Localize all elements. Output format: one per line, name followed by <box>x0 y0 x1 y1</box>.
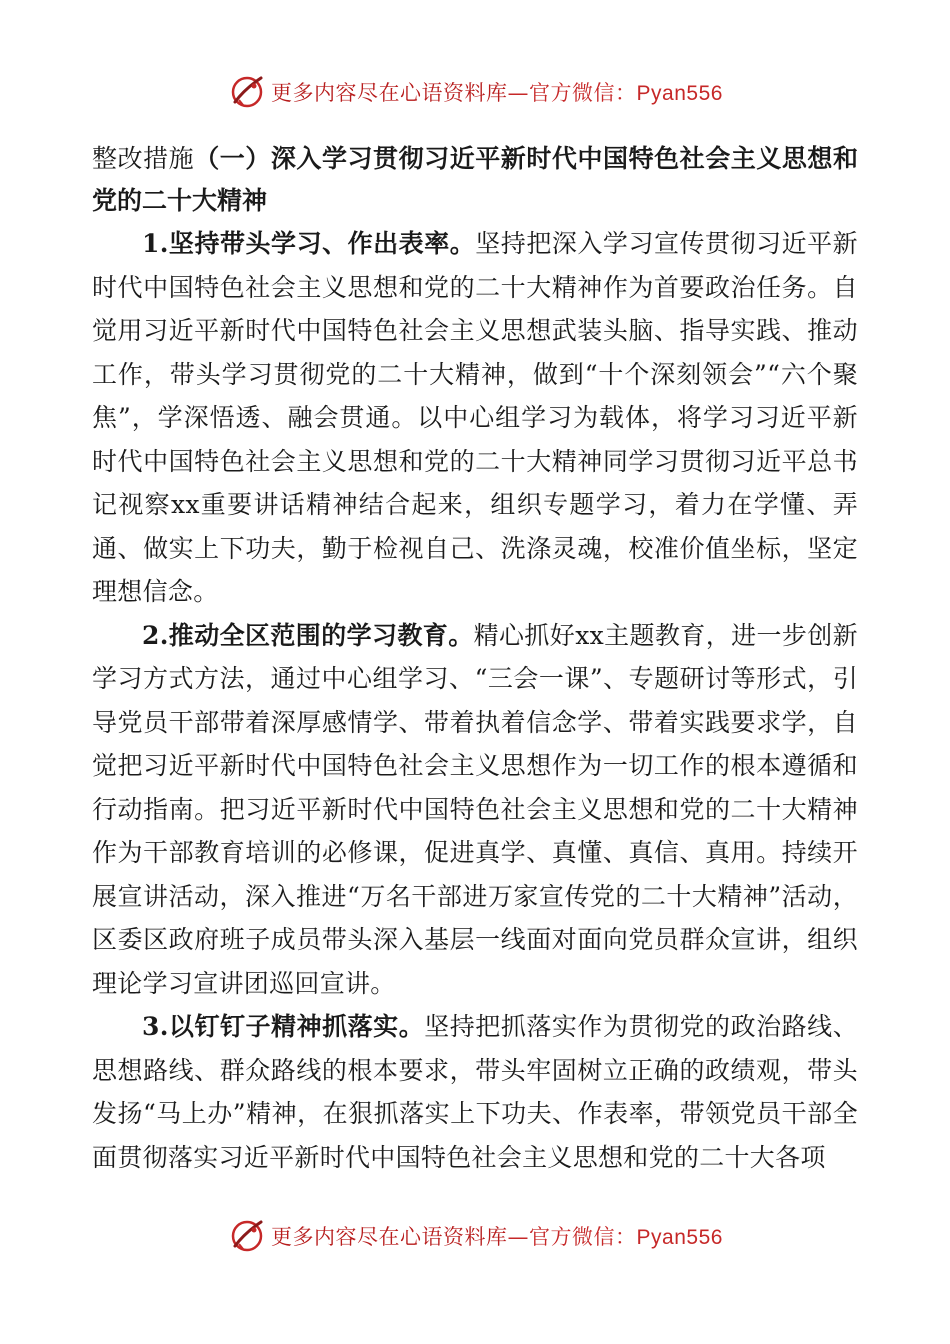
paragraph-1 <box>92 222 858 614</box>
paragraph-3 <box>92 1005 858 1179</box>
watermark-banner-bottom <box>0 1214 950 1258</box>
paragraph-2-body: 精心抓好xx主题教育，进一步创新学习方式方法，通过中心组学习、“三会一课”、专题研讨等形式，引导党员干部带着深厚感情学、带着执着信念学、带着实践要求学，自觉把习近平新时代中国特色社会主义思想作为一切工作的根本遵循和行动指南。把习近平新时代中国特色社会主义思想和党的二十大精神作为干部教育培训的必修课，促进真学、真懂、真信、真用。持续开展宣讲活动，深入推进“万名干部进万家宣传党的二十大精神”活动，区委区政府班子成员带头深入基层一线面对面向党员群众宣讲，组织理论学习宣讲团巡回宣讲。 <box>92 620 858 998</box>
paragraph-2 <box>92 614 858 1006</box>
watermark-text <box>271 77 723 107</box>
paragraph-1-body: 坚持把深入学习宣传贯彻习近平新时代中国特色社会主义思想和党的二十大精神作为首要政治任务。自觉用习近平新时代中国特色社会主义思想武装头脑、指导实践、推动工作，带头学习贯彻党的二十大精神，做到“十个深刻领会”“六个聚焦”，学深悟透、融会贯通。以中心组学习为载体，将学习习近平新时代中国特色社会主义思想和党的二十大精神同学习贯彻习近平总书记视察xx重要讲话精神结合起来，组织专题学习，着力在学懂、弄通、做实上下功夫，勤于检视自己、洗涤灵魂，校准价值坐标，坚定理想信念。 <box>92 229 858 606</box>
watermark-main: 更多内容尽在心语资料库 <box>271 81 508 105</box>
section-heading <box>92 138 858 222</box>
paragraph-1-lead: 1.坚持带头学习、作出表率。 <box>142 229 476 258</box>
watermark-text <box>271 1221 723 1251</box>
heading-title: （一）深入学习贯彻习近平新时代中国特色社会主义思想和党的二十大精神 <box>92 144 858 215</box>
pen-logo-icon <box>227 1216 267 1256</box>
watermark-wechat-id: Pyan556 <box>636 82 723 105</box>
watermark-main: 更多内容尽在心语资料库 <box>271 1225 508 1249</box>
heading-prefix: 整改措施 <box>92 144 195 173</box>
watermark-wechat-id: Pyan556 <box>636 1226 723 1249</box>
document-body <box>92 138 858 1179</box>
paragraph-2-lead: 2.推动全区范围的学习教育。 <box>142 620 474 650</box>
pen-logo-icon <box>227 72 267 112</box>
paragraph-3-lead: 3.以钉钉子精神抓落实。 <box>142 1012 425 1041</box>
watermark-separator: —官方微信： <box>507 81 637 105</box>
paragraph-3-body: 坚持把抓落实作为贯彻党的政治路线、思想路线、群众路线的根本要求，带头牢固树立正确的政绩观，带头发扬“马上办”精神，在狠抓落实上下功夫、作表率，带领党员干部全面贯彻落实习近平新时代中国特色社会主义思想和党的二十大各项 <box>92 1012 859 1172</box>
watermark-banner-top <box>0 70 950 114</box>
watermark-separator: —官方微信： <box>507 1225 637 1249</box>
